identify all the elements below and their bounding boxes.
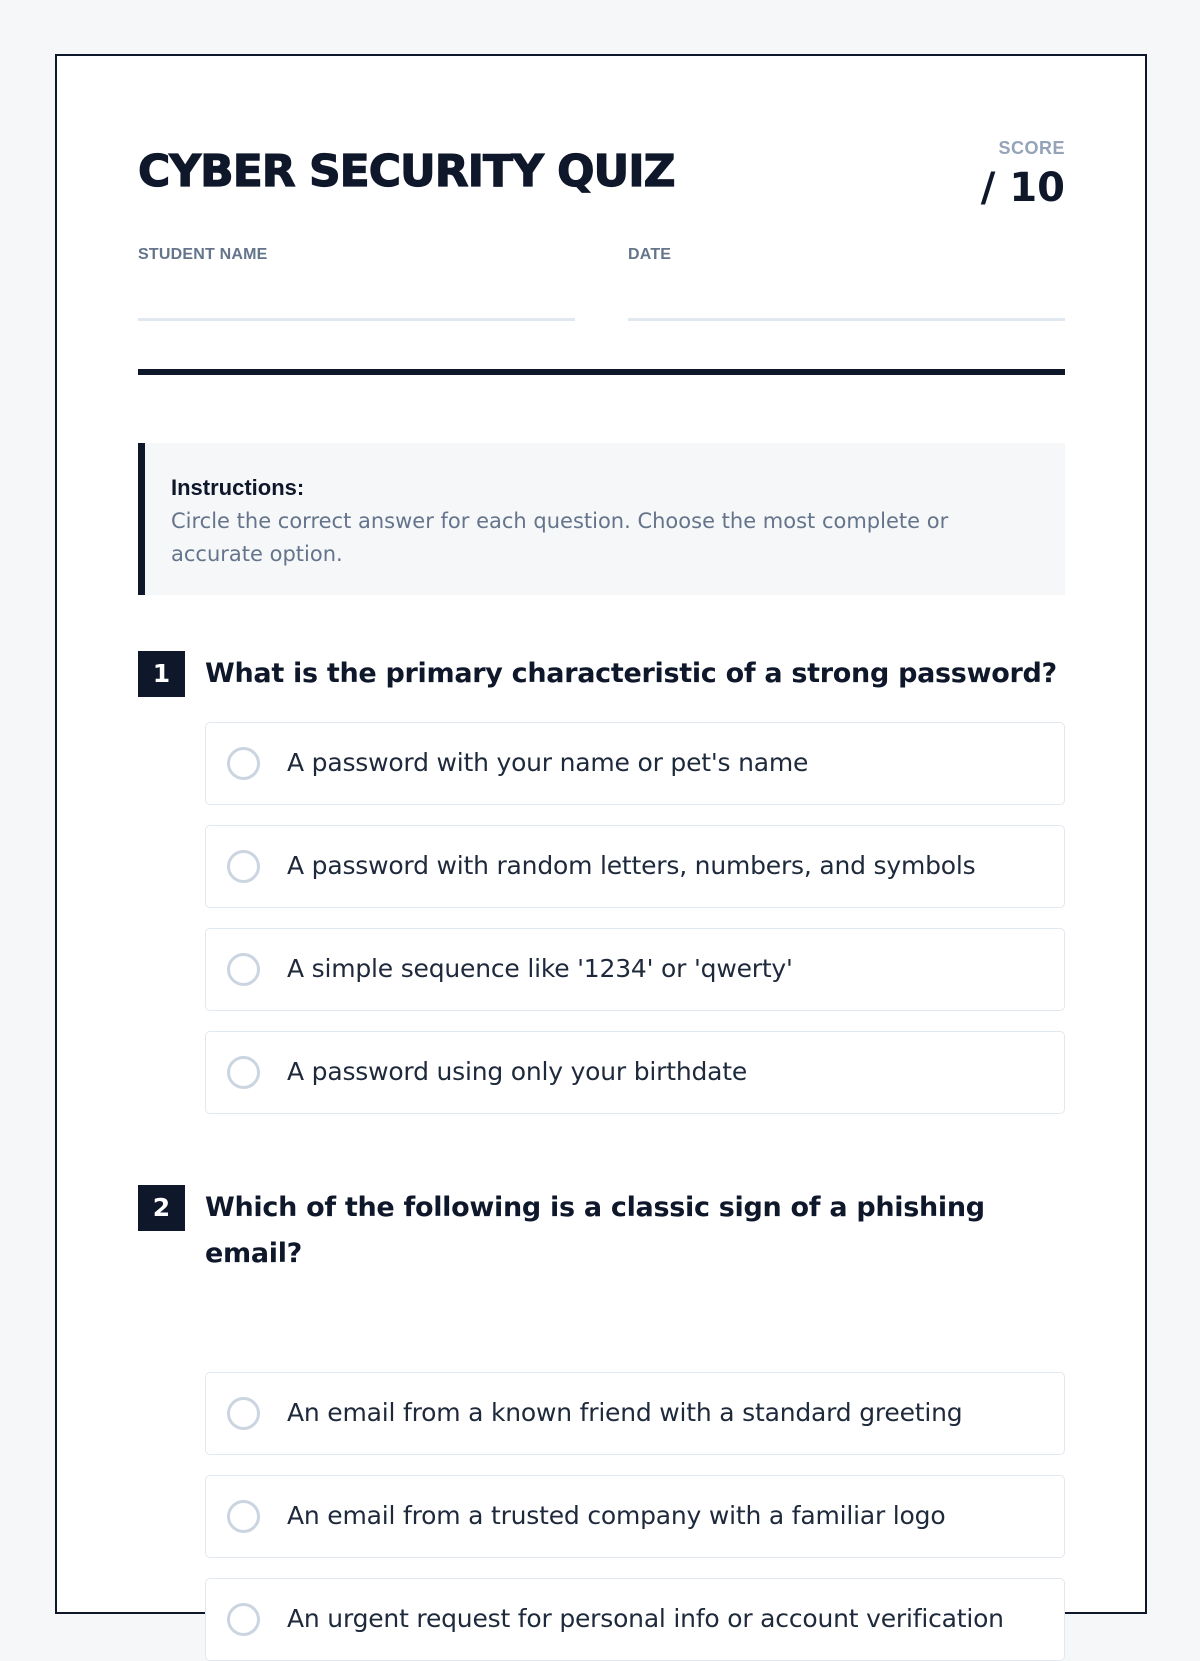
quiz-sheet bbox=[55, 54, 1147, 1633]
score-label: SCORE bbox=[998, 138, 1065, 158]
date-label: DATE bbox=[628, 246, 672, 263]
header-divider bbox=[138, 369, 1065, 375]
answer-option[interactable] bbox=[205, 1578, 1065, 1661]
answer-option[interactable] bbox=[205, 1372, 1065, 1455]
instructions-body: Circle the correct answer for each question. Choose the most complete or accurate option. bbox=[171, 509, 949, 566]
radio-circle-icon[interactable] bbox=[227, 1603, 260, 1636]
question-text: What is the primary characteristic of a strong password? bbox=[205, 658, 1057, 689]
answer-option-label: A password with your name or pet's name bbox=[287, 748, 809, 777]
score-box bbox=[981, 138, 1065, 211]
radio-circle-icon[interactable] bbox=[227, 1397, 260, 1430]
date-line[interactable] bbox=[628, 318, 1065, 321]
student-name-field[interactable] bbox=[138, 246, 575, 264]
question-number: 1 bbox=[138, 651, 185, 697]
answer-option[interactable] bbox=[205, 1475, 1065, 1558]
answer-option-label: A simple sequence like '1234' or 'qwerty' bbox=[287, 954, 793, 983]
radio-circle-icon[interactable] bbox=[227, 850, 260, 883]
answer-option[interactable] bbox=[205, 1031, 1065, 1114]
radio-circle-icon[interactable] bbox=[227, 953, 260, 986]
answer-option-label: A password with random letters, numbers, and symbols bbox=[287, 851, 976, 880]
radio-circle-icon[interactable] bbox=[227, 1056, 260, 1089]
student-info-fields bbox=[138, 246, 1065, 326]
answer-option-label: An email from a trusted company with a familiar logo bbox=[287, 1501, 946, 1530]
answer-option-label: An email from a known friend with a standard greeting bbox=[287, 1398, 963, 1427]
answer-option[interactable] bbox=[205, 928, 1065, 1011]
quiz-title: CYBER SECURITY QUIZ bbox=[138, 146, 675, 197]
instructions-title: Instructions: bbox=[171, 475, 305, 500]
answer-option[interactable] bbox=[205, 825, 1065, 908]
student-name-label: STUDENT NAME bbox=[138, 246, 268, 263]
student-name-line[interactable] bbox=[138, 318, 575, 321]
answer-option[interactable] bbox=[205, 722, 1065, 805]
date-field[interactable] bbox=[628, 246, 1065, 264]
radio-circle-icon[interactable] bbox=[227, 1500, 260, 1533]
instructions-box bbox=[138, 443, 1065, 595]
answer-option-label: An urgent request for personal info or account verification bbox=[287, 1604, 1004, 1633]
answer-option-label: A password using only your birthdate bbox=[287, 1057, 748, 1086]
question-text: Which of the following is a classic sign of a phishing email? bbox=[205, 1192, 985, 1269]
score-value: / 10 bbox=[980, 165, 1065, 211]
radio-circle-icon[interactable] bbox=[227, 747, 260, 780]
question-number: 2 bbox=[138, 1185, 185, 1231]
